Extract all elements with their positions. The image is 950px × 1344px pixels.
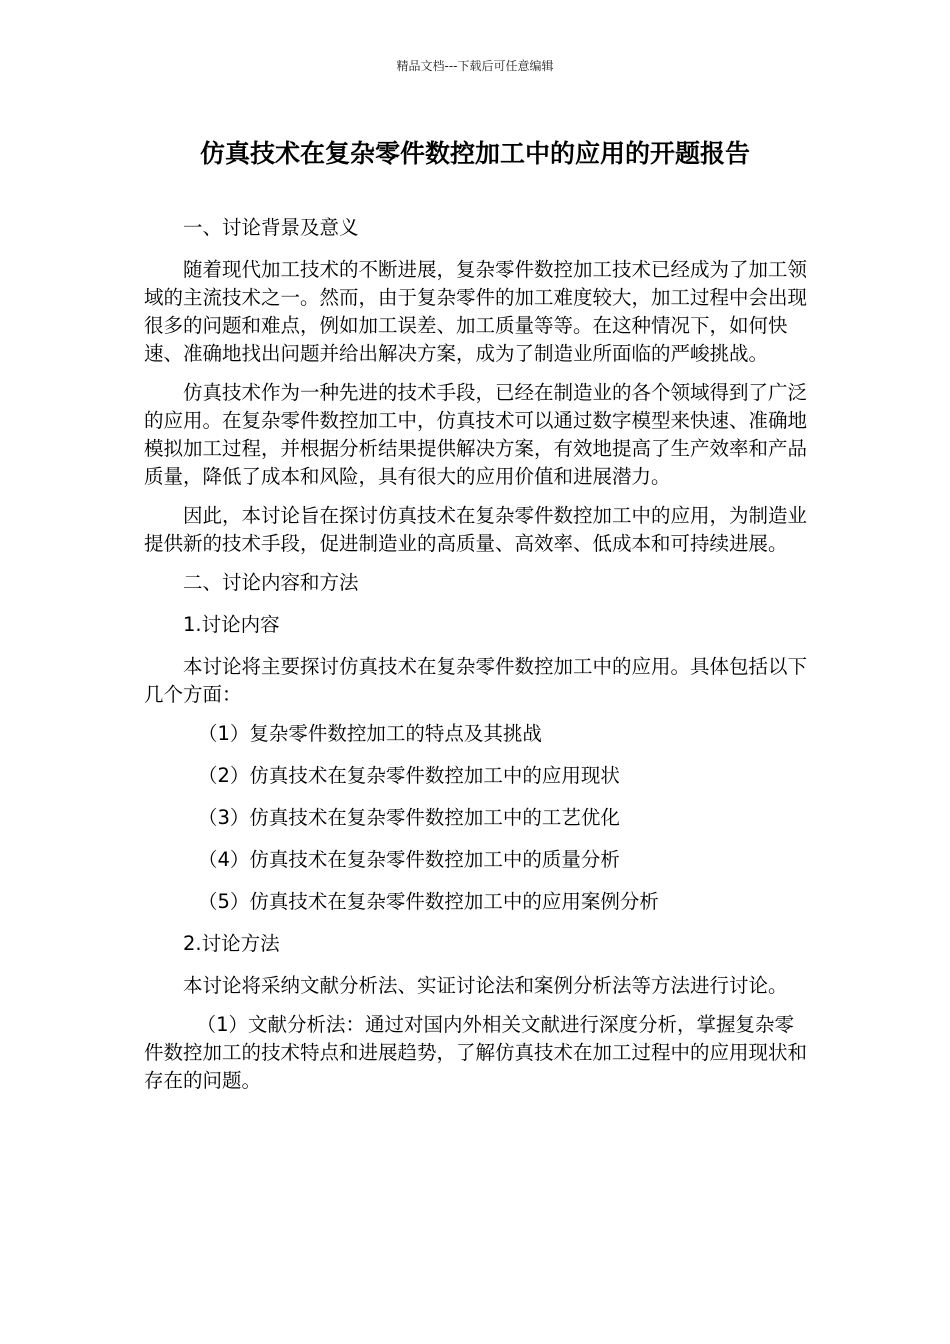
page-header-watermark: 精品文档---下载后可任意编辑: [396, 59, 554, 73]
paragraph: 随着现代加工技术的不断进展，复杂零件数控加工技术已经成为了加工领域的主流技术之一。然而，由于复杂零件的加工难度较大，加工过程中会出现很多的问题和难点，例如加工误差、加工质量等等。在这种情况下，如何快速、准确地找出问题并给出解决方案，成为了制造业所面临的严峻挑战。: [144, 258, 808, 365]
paragraph: 仿真技术作为一种先进的技术手段，已经在制造业的各个领域得到了广泛的应用。在复杂零件数控加工中，仿真技术可以通过数字模型来快速、准确地模拟加工过程，并根据分析结果提供解决方案，有效地提高了生产效率和产品质量，降低了成本和风险，具有很大的应用价值和进展潜力。: [144, 381, 808, 488]
paragraph: 因此，本讨论旨在探讨仿真技术在复杂零件数控加工中的应用，为制造业提供新的技术手段，促进制造业的高质量、高效率、低成本和可持续进展。: [144, 504, 808, 555]
section-heading-background: 一、讨论背景及意义: [183, 216, 359, 239]
list-item: （2）仿真技术在复杂零件数控加工中的应用现状: [198, 764, 620, 787]
paragraph: 本讨论将采纳文献分析法、实证讨论法和案例分析法等方法进行讨论。: [183, 974, 788, 997]
paragraph: 本讨论将主要探讨仿真技术在复杂零件数控加工中的应用。具体包括以下几个方面：: [144, 655, 808, 706]
list-item: （4）仿真技术在复杂零件数控加工中的质量分析: [198, 848, 620, 871]
method-item: （1）文献分析法：通过对国内外相关文献进行深度分析，掌握复杂零件数控加工的技术特点和进展趋势，了解仿真技术在加工过程中的应用现状和存在的问题。: [144, 1013, 808, 1092]
list-item: （3）仿真技术在复杂零件数控加工中的工艺优化: [198, 806, 620, 829]
section-heading-content-methods: 二、讨论内容和方法: [183, 571, 359, 594]
document-body: [144, 214, 808, 1106]
subheading-content: 1.讨论内容: [183, 613, 280, 636]
document-title: 仿真技术在复杂零件数控加工中的应用的开题报告: [199, 139, 750, 168]
list-item: （1）复杂零件数控加工的特点及其挑战: [198, 722, 542, 745]
subheading-methods: 2.讨论方法: [183, 932, 280, 955]
list-item: （5）仿真技术在复杂零件数控加工中的应用案例分析: [198, 890, 659, 913]
